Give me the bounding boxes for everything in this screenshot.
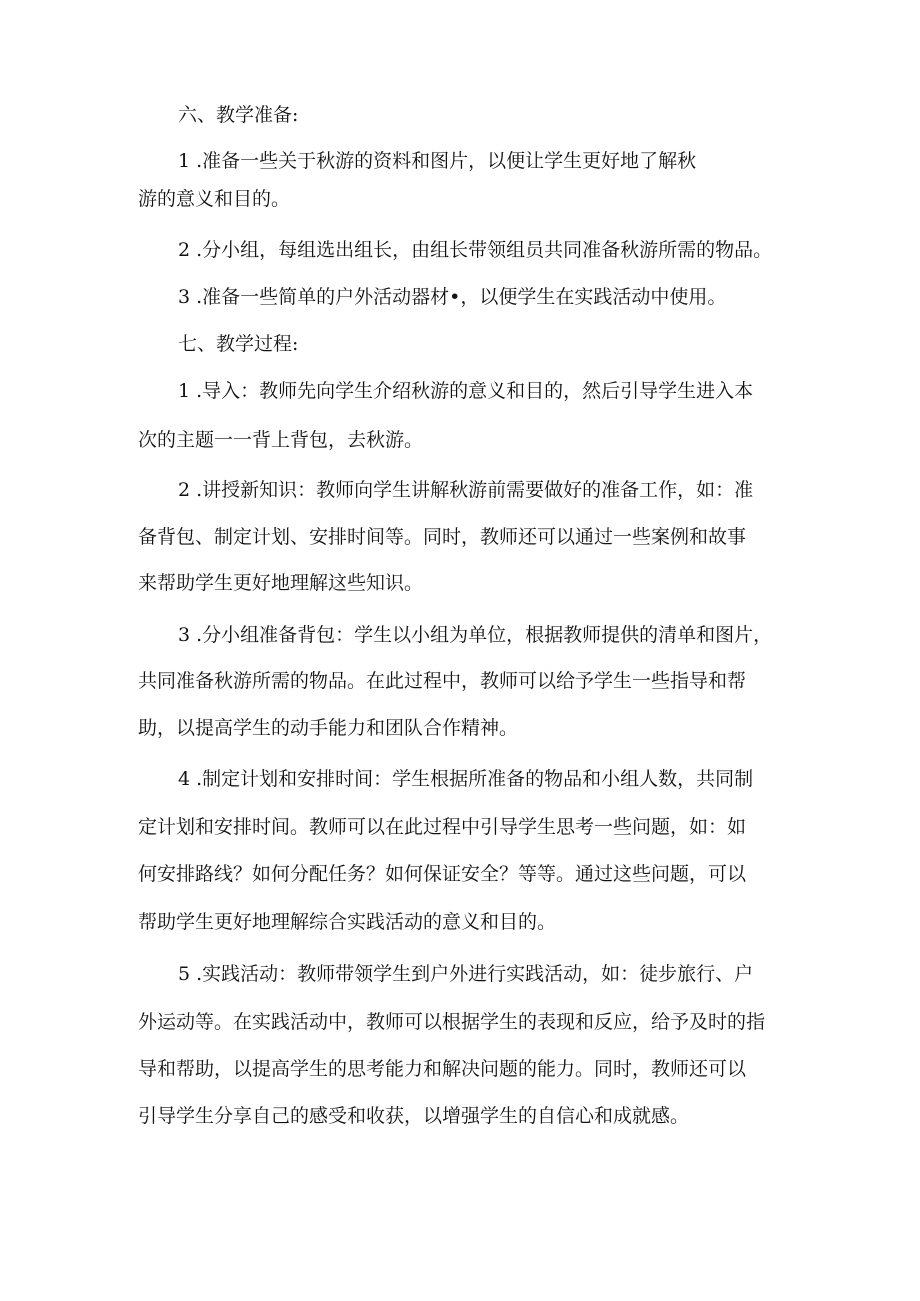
paragraph-line: 引导学生分享自己的感受和收获，以增强学生的自信心和成就感。	[138, 1105, 690, 1127]
section-heading-preparation: 六、教学准备:	[178, 104, 299, 126]
paragraph-line: 外运动等。在实践活动中，教师可以根据学生的表现和反应，给予及时的指	[138, 1011, 766, 1033]
paragraph-line: 2 .讲授新知识：教师向学生讲解秋游前需要做好的准备工作，如：准	[178, 479, 754, 501]
paragraph-line: 导和帮助，以提高学生的思考能力和解决问题的能力。同时，教师还可以	[138, 1058, 747, 1080]
paragraph-line: 3 .准备一些简单的户外活动器材•，以便学生在实践活动中使用。	[178, 286, 727, 308]
paragraph-line: 1 .准备一些关于秋游的资料和图片，以便让学生更好地了解秋	[178, 150, 697, 172]
paragraph-line: 次的主题一一背上背包，去秋游。	[138, 429, 424, 451]
paragraph-line: 共同准备秋游所需的物品。在此过程中，教师可以给予学生一些指导和帮	[138, 670, 747, 692]
paragraph-line: 1 .导入：教师先向学生介绍秋游的意义和目的，然后引导学生进入本	[178, 380, 754, 402]
paragraph-line: 定计划和安排时间。教师可以在此过程中引导学生思考一些问题，如：如	[138, 816, 747, 838]
paragraph-line: 5 .实践活动：教师带领学生到户外进行实践活动，如：徒步旅行、户	[178, 963, 754, 985]
paragraph-line: 何安排路线？如何分配任务？如何保证安全？等等。通过这些问题，可以	[138, 863, 747, 885]
section-heading-process: 七、教学过程:	[178, 333, 299, 355]
paragraph-line: 4 .制定计划和安排时间：学生根据所准备的物品和小组人数，共同制	[178, 768, 754, 790]
paragraph-line: 游的意义和目的。	[138, 188, 291, 210]
paragraph-line: 备背包、制定计划、安排时间等。同时，教师还可以通过一些案例和故事	[138, 526, 747, 548]
paragraph-line: 3 .分小组准备背包：学生以小组为单位，根据教师提供的清单和图片，	[178, 624, 773, 646]
paragraph-line: 助，以提高学生的动手能力和团队合作精神。	[138, 717, 519, 739]
paragraph-line: 来帮助学生更好地理解这些知识。	[138, 572, 424, 594]
paragraph-line: 帮助学生更好地理解综合实践活动的意义和目的。	[138, 911, 557, 933]
paragraph-line: 2 .分小组，每组选出组长，由组长带领组员共同准备秋游所需的物品。	[178, 239, 773, 261]
